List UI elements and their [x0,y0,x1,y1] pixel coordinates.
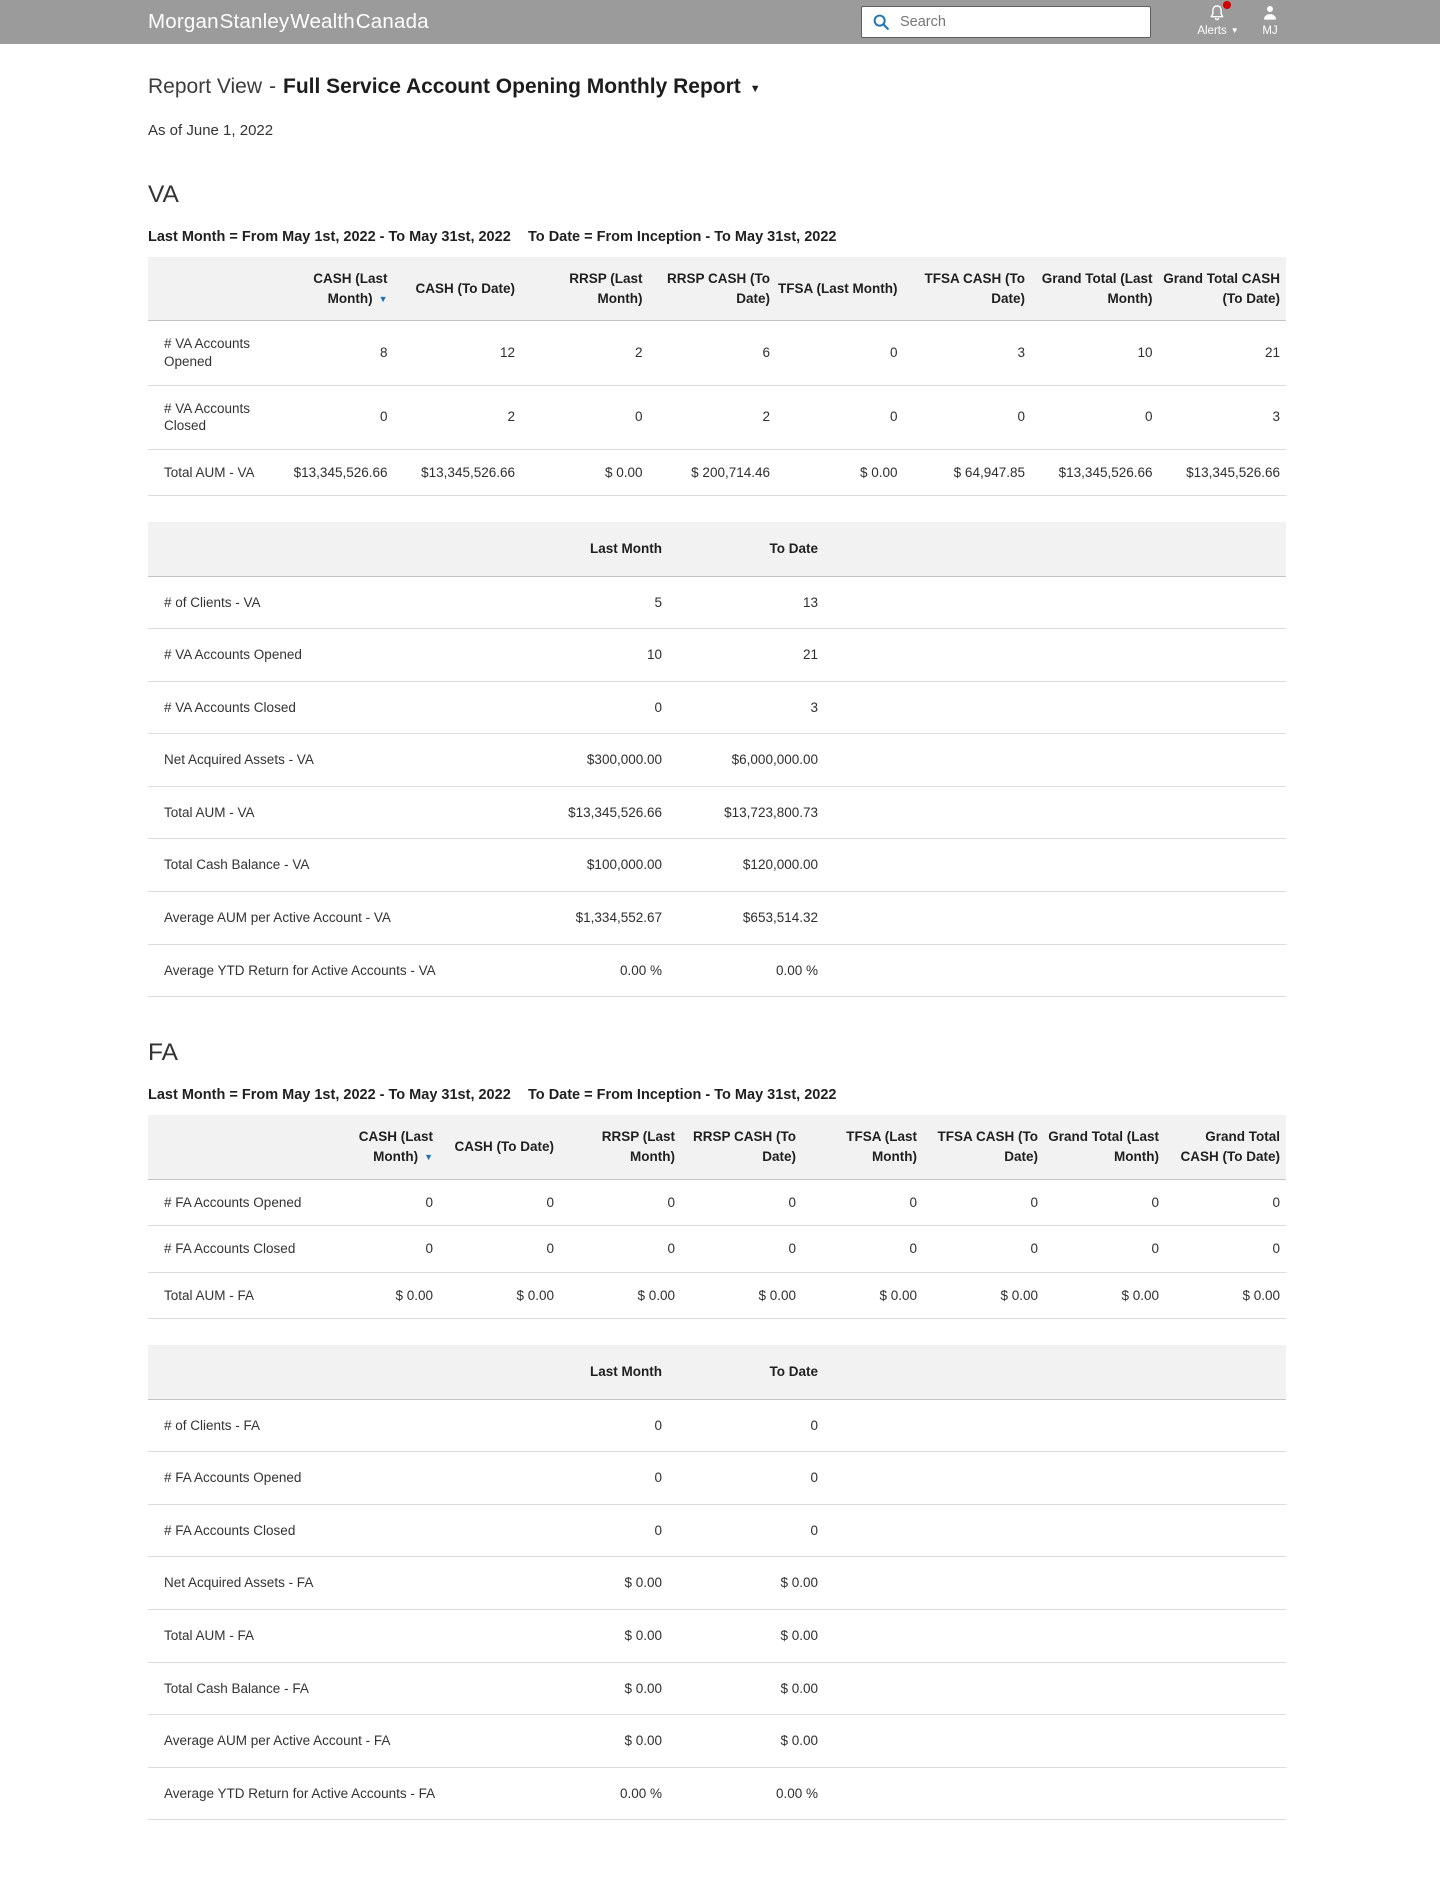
cell-value: 2 [394,385,522,449]
table-row [148,944,1286,997]
filler-cell [824,944,1286,997]
table-row [148,1662,1286,1715]
cell-value: $ 0.00 [776,449,904,496]
filler-cell [824,1767,1286,1820]
cell-value: $120,000.00 [668,839,824,892]
row-label: # FA Accounts Closed [148,1504,488,1557]
cell-value: 0 [923,1226,1044,1273]
cell-value: 0 [560,1179,681,1226]
filler-cell [824,786,1286,839]
filler-cell [824,1504,1286,1557]
column-header: To Date [668,1345,824,1399]
row-label: Total Cash Balance - FA [148,1662,488,1715]
cell-value: $13,345,526.66 [1159,449,1287,496]
fa-summary-table [148,1345,1286,1820]
cell-value: $1,334,552.67 [488,892,668,945]
as-of-date: As of June 1, 2022 [148,122,274,139]
cell-value: 0 [802,1179,923,1226]
filler-cell [824,629,1286,682]
table-row [148,321,1286,385]
column-header[interactable]: RRSP CASH (To Date) [681,1115,802,1179]
search-input[interactable] [898,13,1140,31]
cell-value: $ 0.00 [668,1662,824,1715]
row-label: Average YTD Return for Active Accounts - VA [148,944,488,997]
table-row [148,1399,1286,1452]
row-label: # VA Accounts Closed [148,385,266,449]
alert-badge [1223,1,1231,9]
cell-value: $ 64,947.85 [904,449,1032,496]
cell-value: 0 [1031,385,1159,449]
row-label: # of Clients - FA [148,1399,488,1452]
table-row [148,576,1286,629]
title-separator: - [269,75,277,98]
cell-value: 0 [266,385,394,449]
column-header[interactable]: CASH (Last Month) ▼ [266,257,394,321]
column-header[interactable]: Grand Total CASH (To Date) [1165,1115,1286,1179]
cell-value: 12 [394,321,522,385]
column-header[interactable]: RRSP CASH (To Date) [649,257,777,321]
cell-value: $100,000.00 [488,839,668,892]
va-summary-table [148,522,1286,997]
cell-value: 3 [1159,385,1287,449]
row-label: Total Cash Balance - VA [148,839,488,892]
table-row [148,734,1286,787]
cell-value: 0.00 % [488,1767,668,1820]
filler-cell [824,734,1286,787]
corner-header [148,1115,318,1179]
cell-value: $ 0.00 [668,1715,824,1768]
filler-cell [824,1609,1286,1662]
cell-value: 0 [668,1452,824,1505]
cell-value: 0.00 % [488,944,668,997]
brand-logo: Morgan Stanley Wealth Canada [148,10,429,33]
cell-value: 10 [488,629,668,682]
cell-value: $ 200,714.46 [649,449,777,496]
filler-cell [824,1452,1286,1505]
table-header-row [148,522,1286,576]
filler-header [824,1345,1286,1399]
fa-account-table [148,1115,1286,1319]
row-label: Net Acquired Assets - FA [148,1557,488,1610]
user-initials: MJ [1262,25,1278,37]
table-row [148,1767,1286,1820]
table-row [148,385,1286,449]
report-dropdown-caret-icon[interactable]: ▼ [749,82,761,95]
section-heading-va: VA [148,181,179,208]
section-heading-fa: FA [148,1039,178,1067]
user-button[interactable] [1250,3,1290,37]
cell-value: $13,345,526.66 [266,449,394,496]
report-title[interactable]: Full Service Account Opening Monthly Report [283,75,741,98]
table-row [148,1504,1286,1557]
cell-value: 0 [488,1399,668,1452]
column-header[interactable]: RRSP (Last Month) [521,257,649,321]
corner-header [148,257,266,321]
search-box[interactable] [861,6,1151,38]
report-content [0,75,1440,1890]
column-header[interactable]: CASH (To Date) [394,257,522,321]
cell-value: 0 [521,385,649,449]
row-label: # of Clients - VA [148,576,488,629]
cell-value: $6,000,000.00 [668,734,824,787]
cell-value: $ 0.00 [488,1609,668,1662]
filler-header [824,522,1286,576]
period-last-month: Last Month = From May 1st, 2022 - To May 31st, 2022 [148,229,511,246]
cell-value: $ 0.00 [488,1557,668,1610]
cell-value: $ 0.00 [1044,1272,1165,1319]
row-label: Net Acquired Assets - VA [148,734,488,787]
cell-value: $ 0.00 [560,1272,681,1319]
row-label: Total AUM - VA [148,449,266,496]
column-header[interactable]: TFSA CASH (To Date) [923,1115,1044,1179]
row-label: Total AUM - FA [148,1272,318,1319]
cell-value: 2 [649,385,777,449]
cell-value: 8 [266,321,394,385]
cell-value: $300,000.00 [488,734,668,787]
row-label: Total AUM - VA [148,786,488,839]
cell-value: $ 0.00 [668,1557,824,1610]
column-header[interactable]: Grand Total CASH (To Date) [1159,257,1287,321]
cell-value: $653,514.32 [668,892,824,945]
period-last-month: Last Month = From May 1st, 2022 - To May 31st, 2022 [148,1087,511,1104]
cell-value: 13 [668,576,824,629]
period-note-fa [148,1087,1288,1103]
row-label: Average AUM per Active Account - FA [148,1715,488,1768]
search-icon [872,13,890,31]
cell-value: $ 0.00 [681,1272,802,1319]
filler-cell [824,576,1286,629]
corner-header [148,1345,488,1399]
topbar [0,0,1440,44]
filler-cell [824,1399,1286,1452]
table-row [148,1226,1286,1273]
cell-value: $ 0.00 [439,1272,560,1319]
row-label: Total AUM - FA [148,1609,488,1662]
va-account-table [148,257,1286,496]
period-to-date: To Date = From Inception - To May 31st, 2022 [528,1087,837,1104]
cell-value: 2 [521,321,649,385]
filler-cell [824,839,1286,892]
column-header[interactable]: Grand Total (Last Month) [1031,257,1159,321]
cell-value: 0 [1044,1179,1165,1226]
row-label: # FA Accounts Opened [148,1179,318,1226]
table-row [148,681,1286,734]
alerts-button[interactable] [1186,3,1250,37]
cell-value: $13,723,800.73 [668,786,824,839]
row-label: Average YTD Return for Active Accounts - FA [148,1767,488,1820]
cell-value: 0.00 % [668,1767,824,1820]
cell-value: $ 0.00 [668,1609,824,1662]
cell-value: $ 0.00 [521,449,649,496]
column-header: Last Month [488,1345,668,1399]
cell-value: 3 [904,321,1032,385]
table-header-row [148,257,1286,321]
row-label: # VA Accounts Opened [148,629,488,682]
sort-desc-icon[interactable]: ▼ [378,293,388,304]
table-row [148,839,1286,892]
filler-cell [824,1557,1286,1610]
cell-value: 21 [1159,321,1287,385]
cell-value: 0 [776,321,904,385]
table-row [148,1557,1286,1610]
cell-value: 0 [1165,1179,1286,1226]
filler-cell [824,1715,1286,1768]
table-row [148,1452,1286,1505]
cell-value: $13,345,526.66 [1031,449,1159,496]
cell-value: 0 [776,385,904,449]
row-label: # FA Accounts Closed [148,1226,318,1273]
cell-value: 5 [488,576,668,629]
table-row [148,629,1286,682]
cell-value: 0 [1044,1226,1165,1273]
column-header[interactable]: Grand Total (Last Month) [1044,1115,1165,1179]
user-icon [1260,3,1280,23]
cell-value: $ 0.00 [318,1272,439,1319]
column-header[interactable]: RRSP (Last Month) [560,1115,681,1179]
row-label: Average AUM per Active Account - VA [148,892,488,945]
cell-value: 0 [488,681,668,734]
cell-value: 3 [668,681,824,734]
table-row [148,1272,1286,1319]
column-header[interactable]: CASH (Last Month) ▼ [318,1115,439,1179]
bell-icon [1207,3,1229,23]
cell-value: $13,345,526.66 [394,449,522,496]
cell-value: 0 [439,1226,560,1273]
filler-cell [824,892,1286,945]
cell-value: 0 [681,1226,802,1273]
cell-value: 0 [923,1179,1044,1226]
cell-value: 10 [1031,321,1159,385]
cell-value: $ 0.00 [923,1272,1044,1319]
column-header[interactable]: TFSA (Last Month) [802,1115,923,1179]
section-fa [148,1039,1288,1820]
cell-value: 0 [802,1226,923,1273]
filler-cell [824,681,1286,734]
row-label: # VA Accounts Closed [148,681,488,734]
cell-value: 0 [488,1504,668,1557]
table-header-row [148,1345,1286,1399]
cell-value: $ 0.00 [488,1662,668,1715]
column-header[interactable]: TFSA CASH (To Date) [904,257,1032,321]
alerts-caret-icon: ▼ [1230,26,1239,35]
cell-value: 0 [318,1179,439,1226]
cell-value: 0 [668,1399,824,1452]
column-header[interactable]: TFSA (Last Month) [776,257,904,321]
cell-value: 0 [560,1226,681,1273]
table-row [148,786,1286,839]
cell-value: 0 [904,385,1032,449]
column-header: Last Month [488,522,668,576]
filler-cell [824,1662,1286,1715]
report-title-row [148,75,1288,99]
cell-value: 0 [668,1504,824,1557]
cell-value: 0 [488,1452,668,1505]
cell-value: 0.00 % [668,944,824,997]
cell-value: $13,345,526.66 [488,786,668,839]
table-row [148,1715,1286,1768]
table-row [148,1179,1286,1226]
table-row [148,1609,1286,1662]
column-header[interactable]: CASH (To Date) [439,1115,560,1179]
period-note-va [148,229,1288,245]
alerts-label: Alerts [1197,25,1227,37]
section-va [148,181,1288,997]
table-row [148,892,1286,945]
cell-value: 0 [681,1179,802,1226]
cell-value: 21 [668,629,824,682]
table-header-row [148,1115,1286,1179]
table-row [148,449,1286,496]
cell-value: $ 0.00 [802,1272,923,1319]
corner-header [148,522,488,576]
cell-value: 6 [649,321,777,385]
cell-value: $ 0.00 [488,1715,668,1768]
report-title-prefix: Report View [148,75,263,98]
row-label: # FA Accounts Opened [148,1452,488,1505]
cell-value: 0 [318,1226,439,1273]
row-label: # VA Accounts Opened [148,321,266,385]
column-header: To Date [668,522,824,576]
cell-value: $ 0.00 [1165,1272,1286,1319]
period-to-date: To Date = From Inception - To May 31st, 2022 [528,229,837,246]
cell-value: 0 [439,1179,560,1226]
cell-value: 0 [1165,1226,1286,1273]
sort-desc-icon[interactable]: ▼ [424,1152,433,1163]
